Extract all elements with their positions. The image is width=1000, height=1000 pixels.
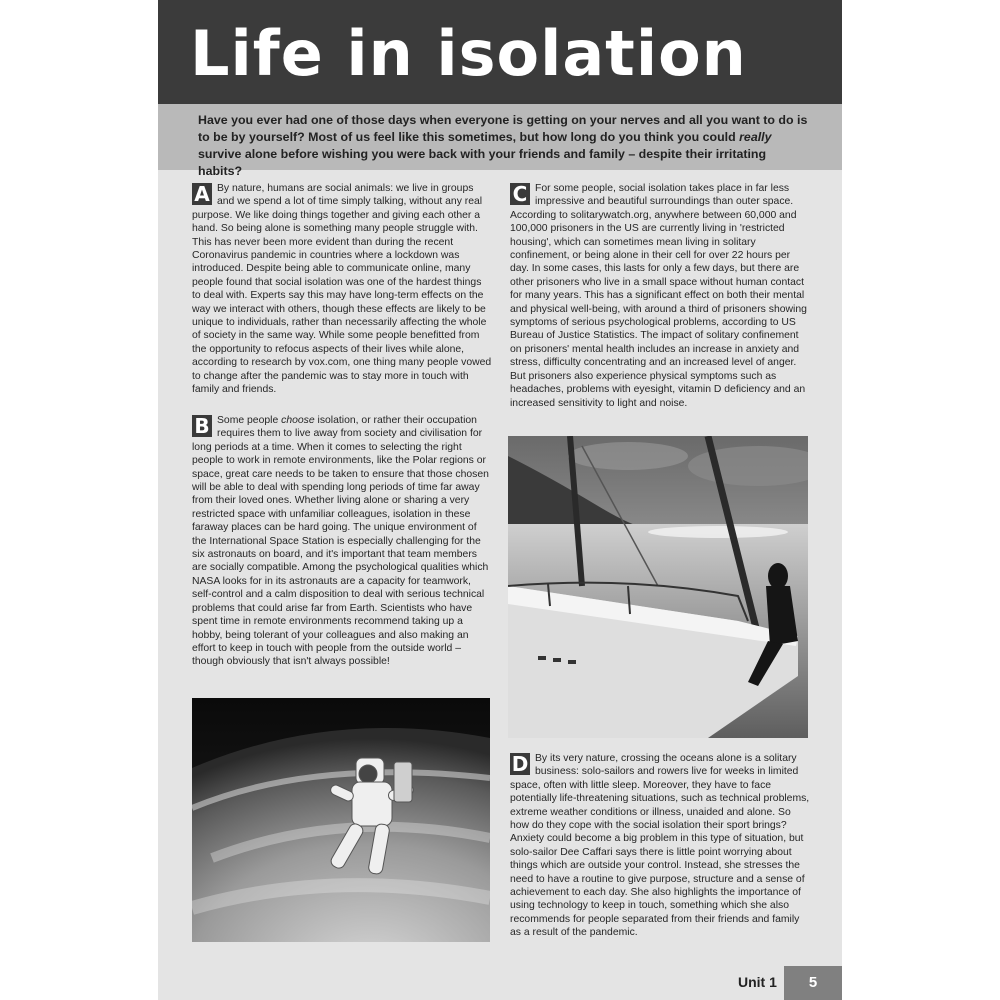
section-d <box>510 752 810 940</box>
title-banner <box>158 0 842 104</box>
magazine-page <box>158 0 842 1000</box>
sailing-illustration <box>508 436 808 738</box>
section-a <box>192 182 492 397</box>
page-title: Life in isolation <box>190 17 747 90</box>
footer-unit-label: Unit 1 <box>738 974 777 990</box>
section-b <box>192 414 492 669</box>
intro-text-1: Have you ever had one of those days when everyone is getting on your nerves and all you want to do is to be by yourself? Most of us feel like this sometimes, but how long do you think you could <box>198 113 808 144</box>
intro-emphasis: really <box>739 130 772 144</box>
section-b-text <box>192 414 492 669</box>
astronaut-photo <box>192 698 490 942</box>
section-b-text-2: isolation, or rather their occupation requires them to live away from society and civilisation for long periods at a time. When it comes to selecting the right people to work in remote environments, like the Polar regions or space, great care needs to be taken to ensure that those chosen will be able to deal with spending long periods of time far away from their loved ones. Whether living alone or sharing a very restricted space with unfamiliar colleagues, isolation in these faraway places can be hard going. The unique environment of the International Space Station is especially challenging for the six astronauts on board, and it's important that team members are socially compatible. Among the psychological qualities which NASA looks for in its astronauts are a capacity for teamwork, self-control and a calm disposition to deal with serious technical problems that could arise far from Earth. Scientists who have spent time in remote environments recommend taking up a hobby, being tolerant of your colleagues and also making an effort to keep in touch with people from the outside world – though obviously that isn't always possible! <box>192 415 489 668</box>
astronaut-illustration <box>192 698 490 942</box>
section-b-text-1: Some people <box>217 415 282 426</box>
section-c-text: For some people, social isolation takes place in far less impressive and beautiful surroundings than outer space. According to solitarywatch.org, anywhere between 60,000 and 100,000 prisoners in the US are currently living in 'restricted housing', which can sometimes mean living in solitary confinement, or being alone in their cell for over 22 hours per day. In some cases, this lasts for only a few days, but there are other prisoners who live in a small space without human contact for many years. This has a significant effect on both their mental and physical well-being, with around a third of prisoners showing symptoms of serious psychological problems, according to US Bureau of Justice Statistics. The impact of solitary confinement on prisoners' mental health includes an increase in anxiety and stress, difficulty concentrating and an increased level of anger. But prisoners also experience physical symptoms such as headaches, problems with eyesight, vitamin D deficiency and an increased sensitivity to light and noise. <box>510 183 807 409</box>
section-b-emphasis: choose <box>281 415 315 426</box>
intro-paragraph <box>198 112 810 180</box>
intro-text-2: survive alone before wishing you were back with your friends and family – despite their irritating habits? <box>198 147 767 178</box>
section-d-text: By its very nature, crossing the oceans alone is a solitary business: solo-sailors and rowers live for weeks in limited space, often with little sleep. Moreover, they have to face potentially life-threatening situations, such as technical problems, extreme weather conditions or illness, unaided and alone. So how do they cope with the social isolation their sport brings? Anxiety could become a big problem in this type of situation, but solo-sailor Dee Caffari says there is little point worrying about things which are outside your control. Instead, she stresses the need to have a routine to give purpose, structure and a sense of achievement to each day. She also highlights the importance of using technology to keep in touch, something which she also recommends for people separated from their friends and family as a result of the pandemic. <box>510 753 810 939</box>
page-number: 5 <box>784 966 842 1000</box>
drop-cap-d: D <box>511 752 529 776</box>
drop-cap-c: C <box>510 183 530 205</box>
section-a-text: By nature, humans are social animals: we live in groups and we spend a lot of time simply talking, without any real purpose. We like doing things together and giving each other a hand. So being alone is something many people struggle with. This has never been more evident than during the recent Coronavirus pandemic in countries where a lockdown was introduced. Despite being able to communicate online, many people found that social isolation was one of the hardest things to deal with. Experts say this may have long-term effects on the way we interact with others, though these effects are likely to be unique to individuals, rather than necessarily affecting the whole of society in the same way. While some people benefitted from the opportunity to refocus aspects of their lives while alone, according to research by vox.com, one thing many people vowed to change after the pandemic was to stay more in touch with family and friends. <box>192 183 492 396</box>
drop-cap-b: B <box>192 415 212 437</box>
sailing-photo <box>508 436 808 738</box>
section-c <box>510 182 810 410</box>
drop-cap-a: A <box>192 183 212 205</box>
